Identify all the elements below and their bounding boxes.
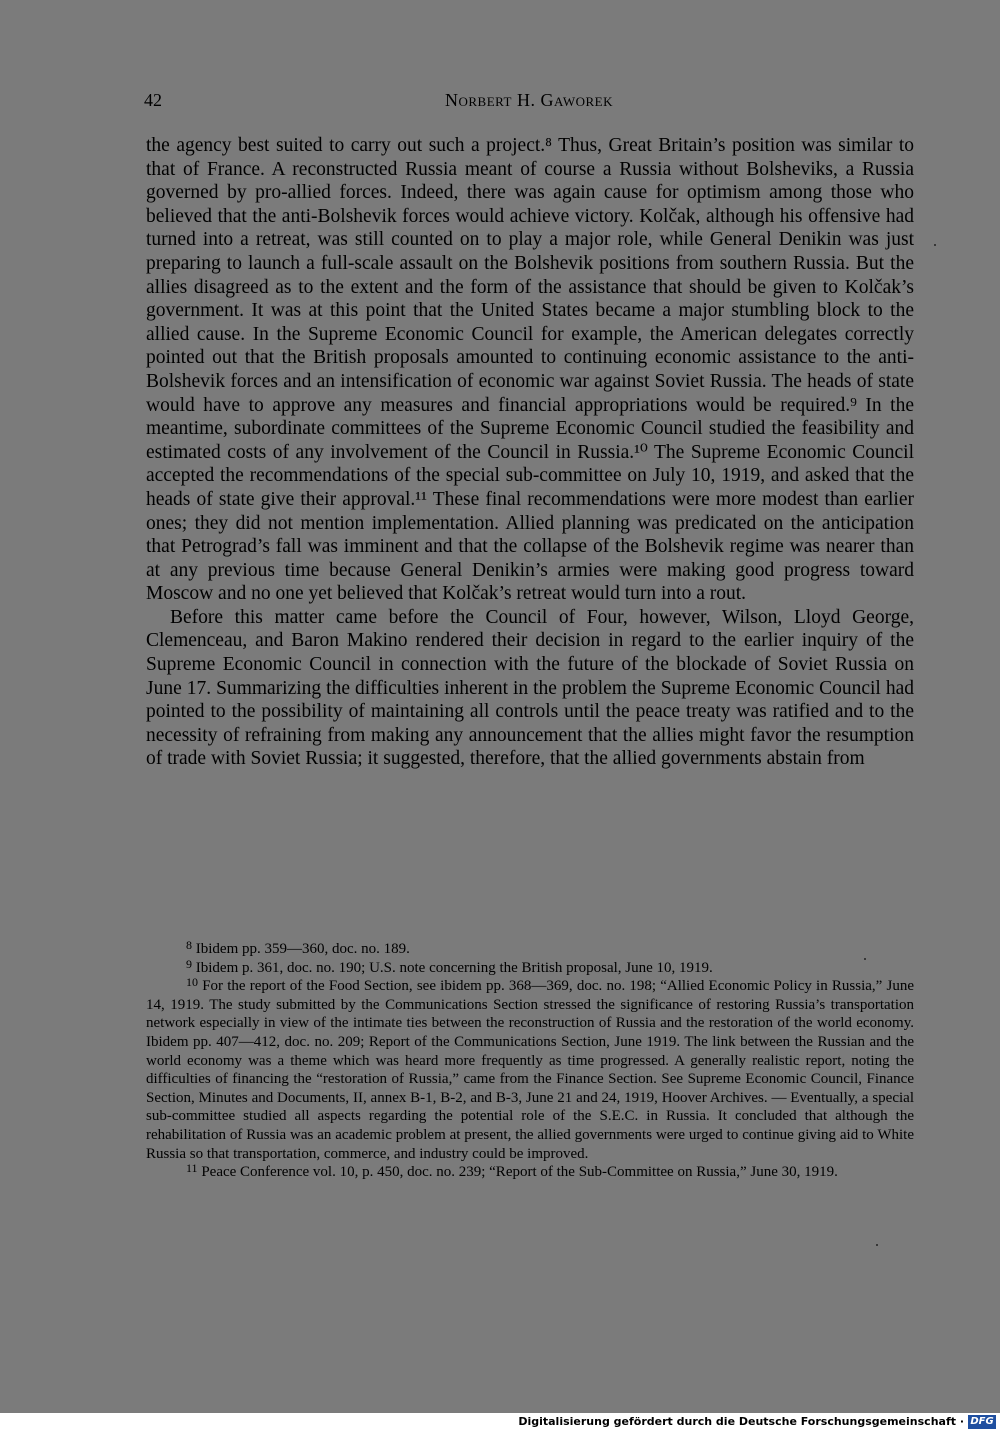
scan-speck (864, 958, 866, 960)
footnote-text: For the report of the Food Section, see ibidem pp. 368—369, doc. no. 198; “Allied Economic Policy in Russia,” June 14, 1919. The study submitted by the Communications Section stressed the significance of restoring Russia’s transportation network especially in view of the intimate ties between the reconstruction of Russia and the restoration of the world economy. Ibidem pp. 407—412, doc. no. 209; Report of the Communications Section, June 1919. The link between the Russian and the world economy was a theme which was heard more frequently as time progressed. A generally realistic report, noting the difficulties of financing the “restoration of Russia,” came from the Finance Section. See Supreme Economic Council, Finance Section, Minutes and Documents, II, annex B-1, B-2, and B-3, June 21 and 24, 1919, Hoover Archives. — Eventually, a special sub-committee studied all aspects regarding the potential role of the S.E.C. in Russia. It concluded that although the rehabilitation of Russia was an academic problem at present, the allied governments were urged to continue giving aid to White Russia so that transportation, commerce, and industry could be improved. (146, 978, 914, 1162)
body-paragraph: the agency best suited to carry out such a project.⁸ Thus, Great Britain’s position was similar to that of France. A reconstructed Russia meant of course a Russia without Bolsheviks, a Russia governed by pro-allied forces. Indeed, there was again cause for optimism among those who believed that the anti-Bolshevik forces would achieve victory. Kolčak, although his offensive had turned into a retreat, was still counted on to play a major role, while General Denikin was just preparing to launch a full-scale assault on the Bolshevik positions from southern Russia. But the allies disagreed as to the extent and the form of the assistance that should be given to Kolčak’s government. It was at this point that the United States became a major stumbling block to the allied cause. In the Supreme Economic Council for example, the American delegates correctly pointed out that the British proposals amounted to continuing economic assistance to the anti-Bolshevik forces and an intensification of economic war against Soviet Russia. The heads of state would have to approve any measures and financial appropriations would be required.⁹ In the meantime, subordinate committees of the Supreme Economic Council studied the feasibility and estimated costs of any involvement of the Council in Russia.¹⁰ The Supreme Economic Council accepted the recommendations of the special sub-committee on July 10, 1919, and asked that the heads of state give their approval.¹¹ These final recommendations were more modest than earlier ones; they did not mention implementation. Allied planning was predicated on the anticipation that Petrograd’s fall was imminent and that the collapse of the Bolshevik regime was nearer than at any previous time because General Denikin’s armies were making good progress toward Moscow and no one yet believed that Kolčak’s retreat would turn into a rout. (146, 135, 914, 605)
body-paragraph: Before this matter came before the Council of Four, however, Wilson, Lloyd George, Clemenceau, and Baron Makino rendered their decision in regard to the earlier inquiry of the Supreme Economic Council in connection with the future of the blockade of Soviet Russia on June 17. Summarizing the difficulties inherent in the problem the Supreme Economic Council had pointed to the possibility of maintaining all controls until the peace treaty was ratified and to the necessity of refraining from making any announcement that the allies might favor the resumption of trade with Soviet Russia; it suggested, therefore, that the allied governments abstain from (146, 606, 914, 770)
footnote-text: Peace Conference vol. 10, p. 450, doc. no. 239; “Report of the Sub-Committee on Russia,” June 30, 1919. (201, 1164, 838, 1181)
funding-credit: Digitalisierung gefördert durch die Deutsche Forschungsgemeinschaft · (518, 1415, 964, 1428)
dfg-logo: DFG (968, 1415, 996, 1429)
footnote-text: Ibidem pp. 359—360, doc. no. 189. (195, 941, 410, 957)
footnote: 8 Ibidem pp. 359—360, doc. no. 189. (186, 938, 410, 957)
body-text (146, 134, 914, 771)
scan-speck (876, 1244, 878, 1246)
scan-speck (934, 244, 936, 246)
page-number: 42 (144, 90, 162, 110)
footnote-text: Ibidem p. 361, doc. no. 190; U.S. note concerning the British proposal, June 10, 1919. (195, 959, 713, 976)
footnotes (146, 940, 914, 1182)
running-head-author: Norbert H. Gaworek (444, 90, 613, 110)
running-head (144, 88, 914, 114)
footnote: 10 For the report of the Food Section, see ibidem pp. 368—369, doc. no. 198; “Allied Economic Policy in Russia,” June 14, 1919. The study submitted by the Communications Section stressed the significance of restoring Russia’s transportation network especially in view of the intimate ties between the reconstruction of Russia and the restoration of the world economy. Ibidem pp. 407—412, doc. no. 209; Report of the Communications Section, June 1919. The link between the Russian and the world economy was a theme which was heard more frequently as time progressed. A generally realistic report, noting the difficulties of financing the “restoration of Russia,” came from the Finance Section. See Supreme Economic Council, Finance Section, Minutes and Documents, II, annex B-1, B-2, and B-3, June 21 and 24, 1919, Hoover Archives. — Eventually, a special sub-committee studied all aspects regarding the potential role of the S.E.C. in Russia. It concluded that although the rehabilitation of Russia was an academic problem at present, the allied governments were urged to continue giving aid to White Russia so that transportation, commerce, and industry could be improved. (146, 975, 914, 1162)
footnote: 11 Peace Conference vol. 10, p. 450, doc. no. 239; “Report of the Sub-Committee on Russia,” June 30, 1919. (186, 1161, 838, 1181)
digitization-footer (0, 1413, 1000, 1431)
footnote: 9 Ibidem p. 361, doc. no. 190; U.S. note concerning the British proposal, June 10, 1919. (186, 956, 713, 976)
